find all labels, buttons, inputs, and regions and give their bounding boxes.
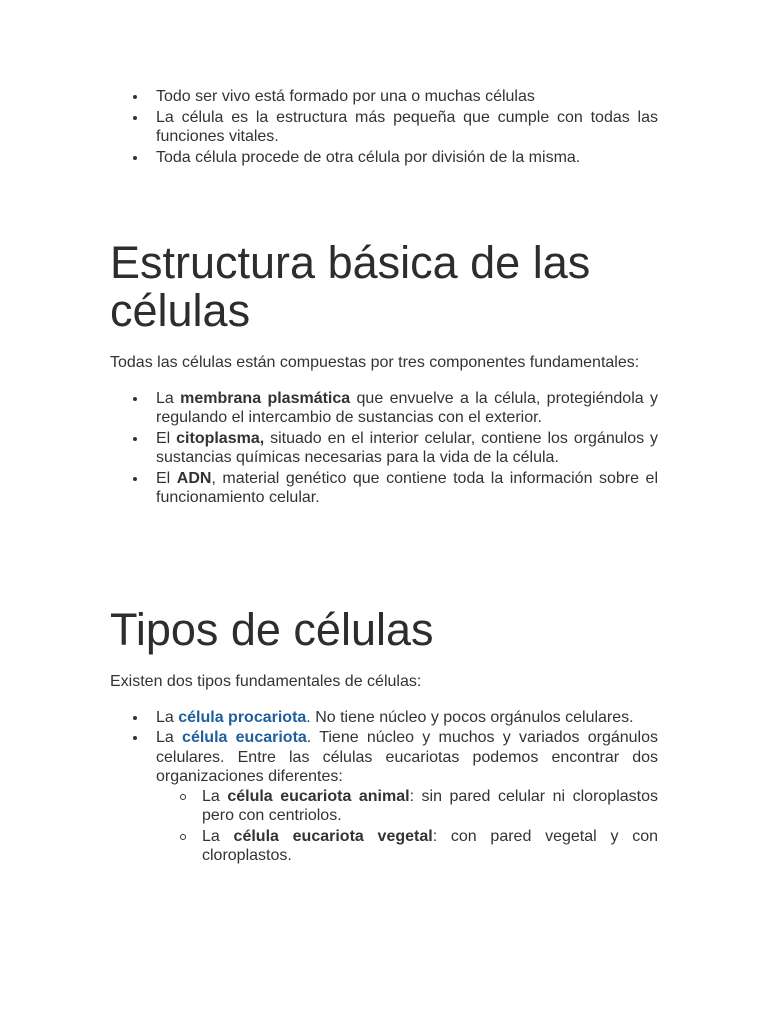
list-item [110, 389, 658, 428]
list-item [156, 787, 658, 826]
component-list [110, 389, 658, 508]
item-text: , material genético que contiene toda la información sobre el funcionamiento celular. [156, 469, 659, 506]
item-prefix: La [202, 787, 228, 805]
link-celula-eucariota[interactable]: célula eucariota [182, 729, 307, 746]
term-eucariota-animal: célula eucariota animal [227, 787, 410, 805]
section-intro-types: Existen dos tipos fundamentales de células: [110, 673, 422, 690]
item-prefix: El [156, 469, 177, 487]
list-item: Toda célula procede de otra célula por división de la misma. [110, 148, 658, 168]
section-heading-structure: Estructura básica de las células [110, 237, 591, 336]
item-text: . No tiene núcleo y pocos orgánulos celulares. [306, 708, 634, 726]
list-item [110, 708, 658, 728]
term-membrana: membrana plasmática [180, 389, 351, 407]
section-intro-structure: Todas las células están compuestas por tres componentes fundamentales: [110, 354, 640, 371]
section-structure [110, 239, 658, 509]
item-text: : sin pared celular ni cloroplastos pero con centriolos. [202, 787, 658, 824]
section-heading-types: Tipos de células [110, 604, 434, 655]
term-adn: ADN [176, 469, 212, 487]
item-text: situado en el interior celular, contiene los orgánulos y sustancias químicas necesarias para la vida de la célula. [156, 429, 659, 466]
item-prefix: El [156, 429, 177, 447]
term-eucariota-vegetal: célula eucariota vegetal [233, 827, 433, 845]
list-item [156, 827, 658, 866]
list-item [110, 728, 658, 866]
item-prefix: La [156, 389, 181, 407]
link-celula-procariota[interactable]: célula procariota [178, 708, 307, 726]
eukaryote-sublist [156, 787, 658, 866]
intro-list [110, 87, 658, 167]
list-item: Todo ser vivo está formado por una o muchas células [110, 87, 658, 107]
item-prefix: La [156, 708, 179, 726]
list-item [110, 469, 658, 508]
item-prefix: La [156, 729, 183, 746]
item-text: que envuelve a la célula, protegiéndola y regulando el intercambio de sustancias con el exterior. [156, 389, 659, 426]
section-types [110, 606, 658, 867]
list-item: La célula es la estructura más pequeña que cumple con todas las funciones vitales. [110, 108, 658, 147]
list-item [110, 429, 658, 468]
term-citoplasma: citoplasma, [176, 429, 265, 447]
cell-types-list [110, 708, 658, 866]
item-prefix: La [202, 827, 234, 845]
item-text: : con pared vegetal y con cloroplastos. [202, 827, 658, 864]
item-text: . Tiene núcleo y muchos y variados orgánulos celulares. Entre las células eucariotas podemos encontrar dos organizaciones diferentes: [156, 729, 658, 785]
intro-list-block [110, 87, 658, 168]
